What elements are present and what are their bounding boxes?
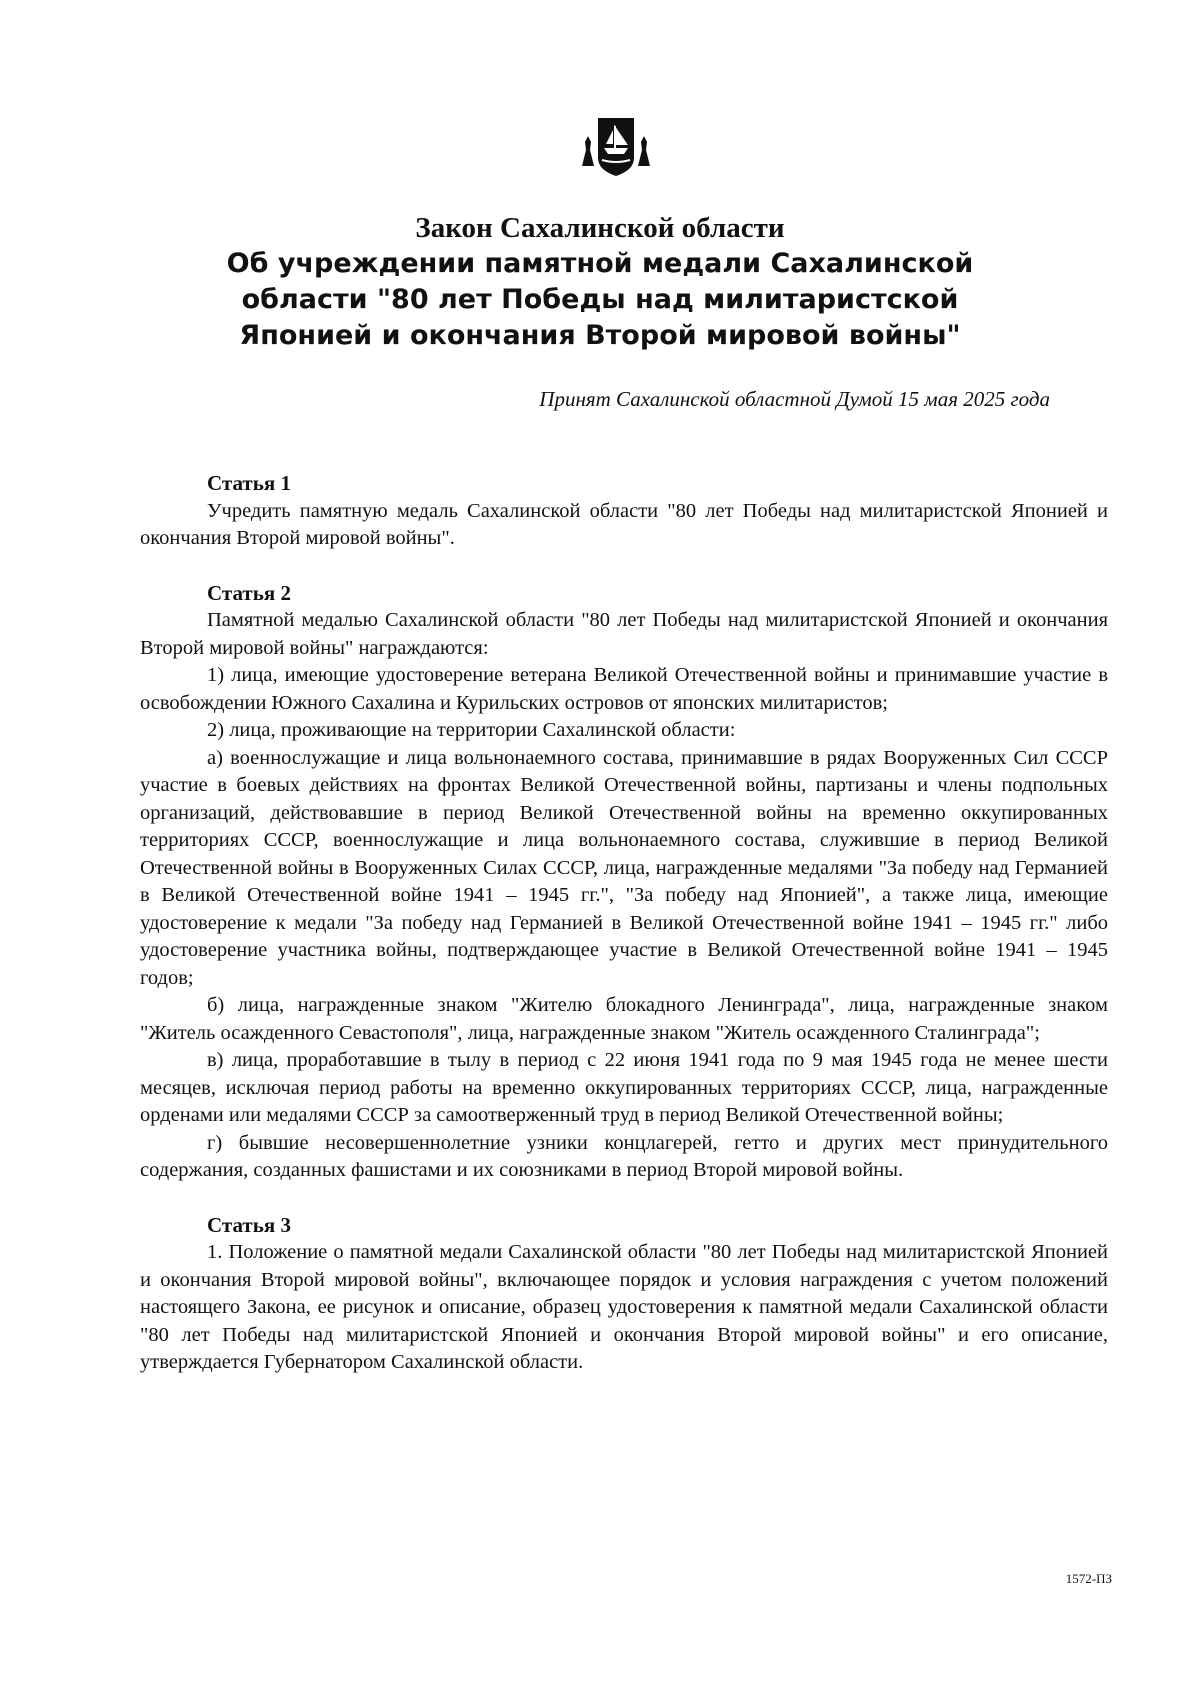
article-2-item-1: 1) лица, имеющие удостоверение ветерана Великой Отечественной войны и принимавшие участие в освобождении Южного Сахалина и Курильских островов от японских милитаристов;	[140, 664, 1108, 714]
article-3-heading: Статья 3	[207, 1212, 291, 1237]
title-line-4: Японией и окончания Второй мировой войны"	[239, 320, 961, 351]
adoption-note: Принят Сахалинской областной Думой 15 мая 2025 года	[539, 387, 1050, 411]
article-2-item-2g: г) бывшие несовершеннолетние узники концлагерей, гетто и других мест принудительного содержания, созданных фашистами и их союзниками в период Второй мировой войны.	[140, 1131, 1108, 1181]
article-2-item-2v: в) лица, проработавшие в тылу в период с 22 июня 1941 года по 9 мая 1945 года не менее шести месяцев, исключая период работы на временно оккупированных территориях СССР, лица, награжденные орденами или медалями СССР за самоотверженный труд в период Великой Отечественной войны;	[140, 1049, 1108, 1126]
article-2-item-2a: а) военнослужащие и лица вольнонаемного состава, принимавшие в рядах Вооруженных Сил СССР участие в боевых действиях на фронтах Великой Отечественной войны, партизаны и члены подпольных организаций, действовавшие в период Великой Отечественной войны на временно оккупированных территориях СССР, военнослужащие и лица вольнонаемного состава, служившие в период Великой Отечественной войны в Вооруженных Силах СССР, лица, награжденные медалями "За победу над Германией в Великой Отечественной войне 1941 – 1945 гг.", "За победу над Японией", а также лица, имеющие удостоверение к медали "За победу над Германией в Великой Отечественной войне 1941 – 1945 гг." либо удостоверение участника войны, подтверждающее участие в Великой Отечественной войне 1941 – 1945 годов;	[140, 746, 1108, 989]
article-2-item-2b: б) лица, награжденные знаком "Жителю блокадного Ленинграда", лица, награжденные знаком "Житель осажденного Севастополя", лица, награжденные знаком "Житель осажденного Сталинграда";	[140, 994, 1108, 1044]
article-1-paragraph: Учредить памятную медаль Сахалинской области "80 лет Победы над милитаристской Японией и окончания Второй мировой войны".	[140, 499, 1108, 549]
law-body	[140, 470, 1108, 1377]
sakhalin-coat-of-arms-icon	[580, 108, 652, 178]
article-3-paragraph-1: 1. Положение о памятной медали Сахалинской области "80 лет Победы над милитаристской Японией и окончания Второй мировой войны", включающее порядок и условия награждения с учетом положений настоящего Закона, ее рисунок и описание, образец удостоверения к памятной медали Сахалинской области "80 лет Победы над милитаристской Японией и окончания Второй мировой войны" и его описание, утверждается Губернатором Сахалинской области.	[140, 1241, 1108, 1373]
article-2-heading: Статья 2	[207, 580, 291, 605]
article-2-item-2: 2) лица, проживающие на территории Сахалинской области:	[207, 719, 736, 741]
article-2-paragraph-intro: Памятной медалью Сахалинской области "80 лет Победы над милитаристской Японией и окончания Второй мировой войны" награждаются:	[140, 609, 1108, 659]
article-1-heading: Статья 1	[207, 471, 291, 495]
law-title	[150, 210, 1050, 354]
title-line-3: области "80 лет Победы над милитаристской	[241, 284, 959, 315]
title-line-1: Закон Сахалинской области	[415, 212, 785, 244]
title-line-2: Об учреждении памятной медали Сахалинской	[226, 248, 974, 279]
document-code: 1572-ПЗ	[1065, 1571, 1112, 1586]
